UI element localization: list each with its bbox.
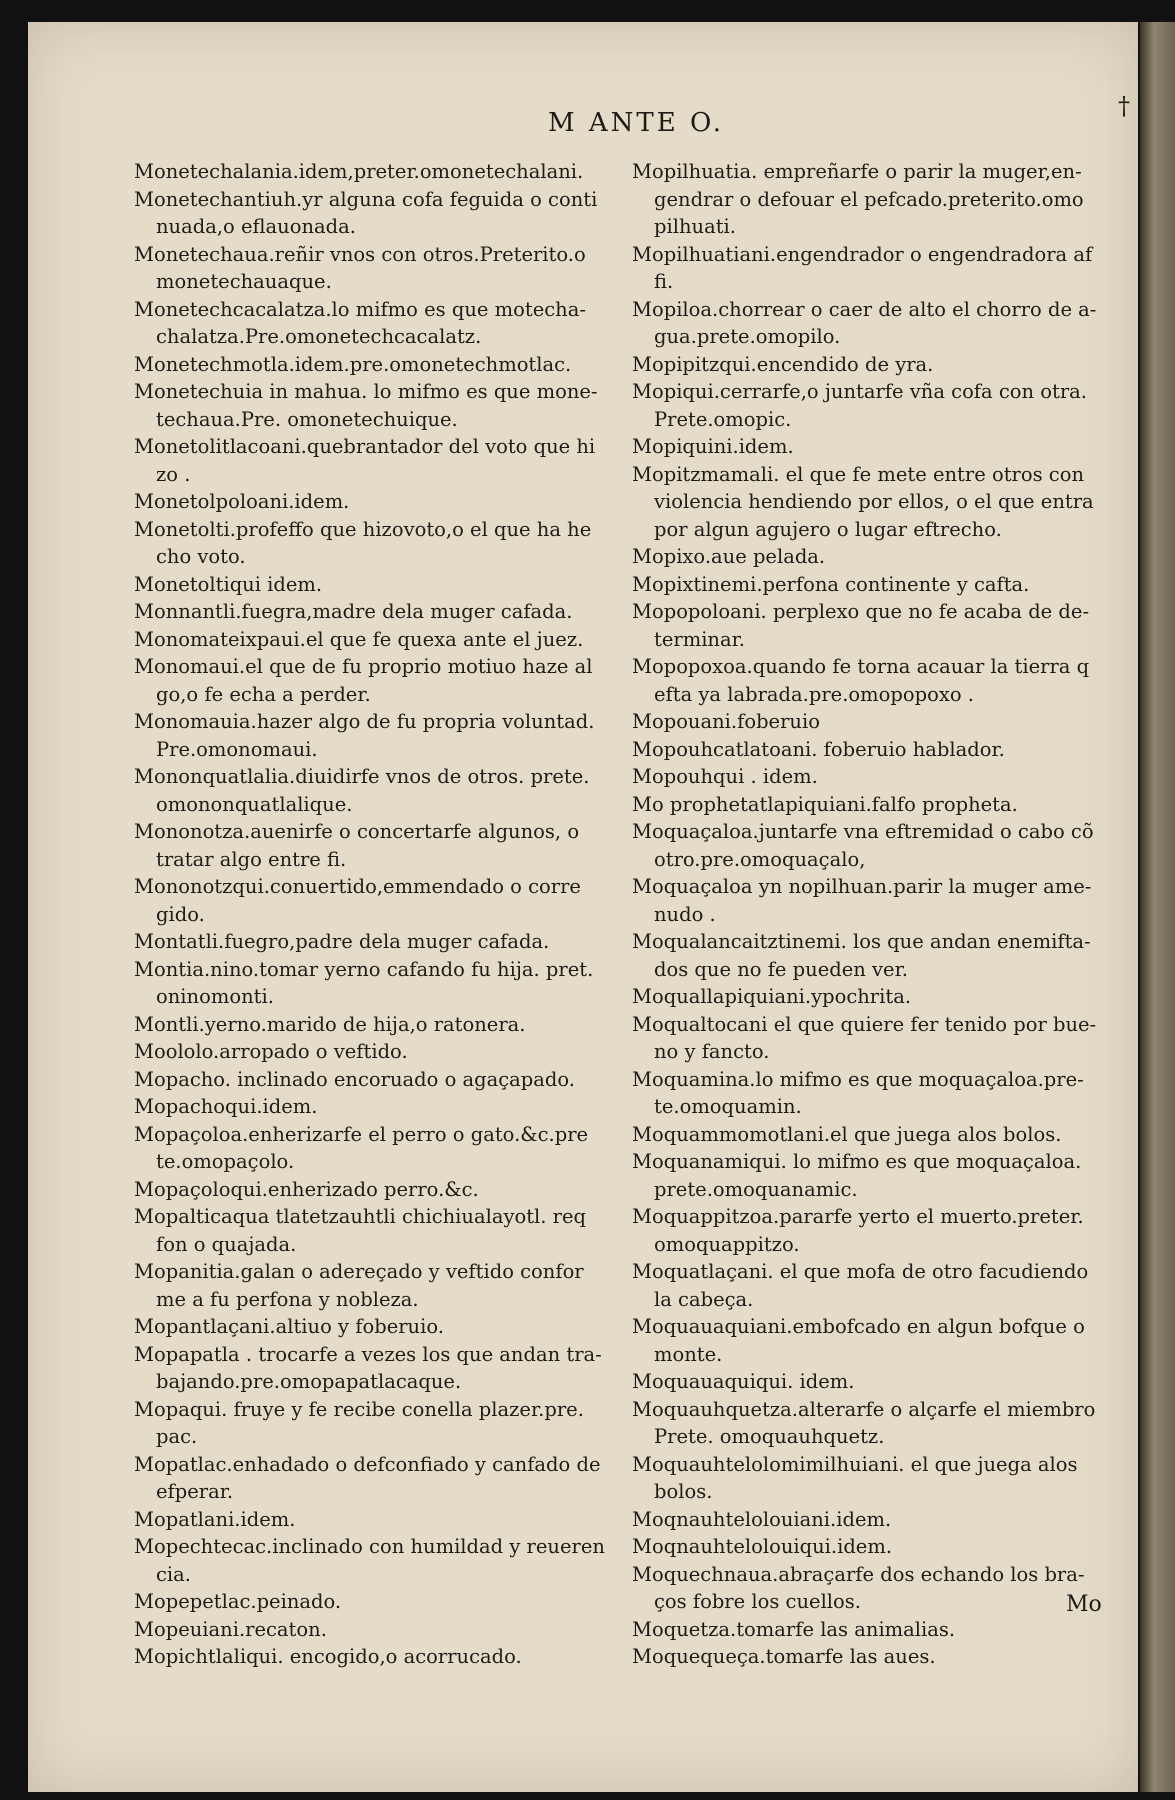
dictionary-entry: Monetolti.profeffo que hizovoto,o el que ha he cho voto. — [134, 517, 592, 568]
dictionary-entry: Moquallapiquiani.ypochrita. — [632, 985, 912, 1008]
dictionary-entry: Mopaqui. fruye y fe recibe conella plazer.pre. pac. — [134, 1397, 584, 1448]
dictionary-entry: Moquaçaloa yn nopilhuan.parir la muger ame- nudo . — [632, 875, 1092, 926]
dictionary-entry: Mopilhuatia. empreñarfe o parir la muger,en- gendrar o defouar el pefcado.preterito.omo pilhuati. — [632, 160, 1084, 238]
dictionary-entry: Moquammomotlani.el que juega alos bolos. — [632, 1122, 1062, 1146]
dictionary-entry: Mopixtinemi.perfona continente y cafta. — [632, 572, 1030, 596]
dictionary-entry: Monetechmotla.idem.pre.omonetechmotlac. — [134, 352, 572, 376]
dictionary-entry: Mononotza.auenirfe o concertarfe algunos, o tratar algo entre fi. — [134, 820, 580, 871]
dictionary-entry: Mopechtecac.inclinado con humildad y reueren cia. — [134, 1535, 605, 1586]
dictionary-entry: Mopeuiani.recaton. — [134, 1617, 327, 1641]
dictionary-entry: Moquequeça.tomarfe las aues. — [632, 1645, 936, 1668]
dictionary-entry: Moquatlaçani. el que mofa de otro facudiendo la cabeça. — [632, 1260, 1089, 1311]
dictionary-entry: Mopachoqui.idem. — [134, 1095, 318, 1118]
catchword: Mo — [1066, 1592, 1102, 1617]
dictionary-entry: Mopiqui.cerrarfe,o juntarfe vña cofa con otra. Prete.omopic. — [632, 380, 1087, 431]
dictionary-entry: Monetechaua.reñir vnos con otros.Preterito.o monetechauaque. — [134, 242, 586, 293]
dictionary-entry: Mopixo.aue pelada. — [632, 545, 826, 568]
dictionary-entry: Moquappitzoa.pararfe yerto el muerto.preter. omoquappitzo. — [632, 1205, 1084, 1256]
dictionary-entry: Monetoltiqui idem. — [134, 572, 323, 596]
dictionary-entry: Moquechnaua.abraçarfe dos echando los bra- ços fobre los cuellos. — [632, 1562, 1085, 1613]
dictionary-entry: Mopatlani.idem. — [134, 1507, 296, 1531]
dictionary-entry: Mopapatla . trocarfe a vezes los que andan tra- bajando.pre.omopapatlacaque. — [134, 1342, 602, 1393]
dictionary-entry: Mopitzmamali. el que fe mete entre otros con violencia hendiendo por ellos, o el que entra por algun agujero o lugar eftrecho. — [632, 462, 1094, 541]
running-head: M ANTE O. — [548, 108, 725, 138]
dictionary-entry: Moquanamiqui. lo mifmo es que moquaçaloa. prete.omoquanamic. — [632, 1150, 1082, 1201]
dictionary-entry: Moqualancaitztinemi. los que andan enemifta- dos que no fe pueden ver. — [632, 930, 1091, 981]
dictionary-entry: Moquetza.tomarfe las animalias. — [632, 1617, 956, 1641]
dictionary-entry: Moquauaquiani.embofcado en algun bofque o monte. — [632, 1315, 1085, 1366]
dictionary-entry: Mopichtlaliqui. encogido,o acorrucado. — [134, 1645, 522, 1668]
dictionary-entry: Montia.nino.tomar yerno cafando fu hija. pret. oninomonti. — [134, 957, 594, 1008]
facing-page-edge — [1140, 22, 1175, 1792]
dictionary-entry: Monomaui.el que de fu proprio motiuo haze al go,o fe echa a perder. — [134, 655, 593, 706]
dictionary-entry: Moquauhtelolomimilhuiani. el que juega alos bolos. — [632, 1452, 1078, 1503]
dictionary-entry: Mononquatlalia.diuidirfe vnos de otros. prete. omononquatlalique. — [134, 765, 590, 816]
dictionary-entry: Mopepetlac.peinado. — [134, 1590, 342, 1613]
dictionary-entry: Mopopoloani. perplexo que no fe acaba de de- terminar. — [632, 600, 1090, 651]
dictionary-entry: Mopaçoloa.enherizarfe el perro o gato.&c.pre te.omopaçolo. — [134, 1122, 589, 1173]
dictionary-entry: Moololo.arropado o veftido. — [134, 1040, 408, 1063]
dictionary-entry: Moquauaquiqui. idem. — [632, 1370, 855, 1393]
dictionary-entry: Mononotzqui.conuertido,emmendado o corre gido. — [134, 875, 581, 926]
dictionary-entry: Monetolitlacoani.quebrantador del voto que hi zo . — [134, 435, 596, 486]
dictionary-entry: Mopatlac.enhadado o defconfiado y canfado de efperar. — [134, 1452, 601, 1503]
dictionary-entry: Moqualtocani el que quiere fer tenido por bue- no y fancto. — [632, 1012, 1097, 1063]
dictionary-entry: Mopipitzqui.encendido de yra. — [632, 352, 934, 376]
dictionary-entry: Mo prophetatlapiquiani.falfo propheta. — [632, 792, 1018, 816]
folio-mark: † — [1118, 92, 1130, 120]
dictionary-entry: Monnantli.fuegra,madre dela muger cafada. — [134, 600, 573, 623]
dictionary-entry: Mopopoxoa.quando fe torna acauar la tierra q efta ya labrada.pre.omopopoxo . — [632, 655, 1090, 706]
dictionary-entry: Moquamina.lo mifmo es que moquaçaloa.pre- te.omoquamin. — [632, 1067, 1084, 1118]
dictionary-entry: Monetechuia in mahua. lo mifmo es que mone- techaua.Pre. omonetechuique. — [134, 380, 598, 431]
dictionary-entry: Mopiloa.chorrear o caer de alto el chorro de a- gua.prete.omopilo. — [632, 297, 1097, 348]
dictionary-entry: Moquaçaloa.juntarfe vna eftremidad o cabo cõ otro.pre.omoquaçalo, — [632, 820, 1094, 871]
dictionary-entry: Montatli.fuegro,padre dela muger cafada. — [134, 930, 550, 953]
dictionary-entry: Moqnauhtelolouiqui.idem. — [632, 1535, 893, 1558]
dictionary-entry: Monetechantiuh.yr alguna cofa feguida o conti nuada,o eflauonada. — [134, 187, 598, 238]
dictionary-entry: Monetechalania.idem,preter.omonetechalani. — [134, 160, 584, 183]
dictionary-entry: Monomateixpaui.el que fe quexa ante el juez. — [134, 627, 584, 651]
dictionary-entry: Mopouani.foberuio — [632, 710, 820, 733]
dictionary-entry: Mopalticaqua tlatetzauhtli chichiualayotl. req fon o quajada. — [134, 1205, 587, 1256]
dictionary-entry: Mopaçoloqui.enherizado perro.&c. — [134, 1177, 479, 1201]
dictionary-entry: Mopanitia.galan o adereçado y veftido confor me a fu perfona y nobleza. — [134, 1260, 584, 1311]
dictionary-entry: Moqnauhtelolouiani.idem. — [632, 1507, 892, 1531]
dictionary-entry: Moquauhquetza.alterarfe o alçarfe el miembro Prete. omoquauhquetz. — [632, 1397, 1096, 1448]
dictionary-entry: Mopacho. inclinado encoruado o agaçapado. — [134, 1067, 575, 1091]
dictionary-entry: Mopouhcatlatoani. foberuio hablador. — [632, 737, 1005, 761]
dictionary-entry: Mopantlaçani.altiuo y foberuio. — [134, 1315, 444, 1338]
dictionary-entry: Montli.yerno.marido de hija,o ratonera. — [134, 1012, 526, 1036]
dictionary-entry: Monomauia.hazer algo de fu propria voluntad. Pre.omonomaui. — [134, 710, 595, 761]
left-column — [134, 158, 614, 1671]
dictionary-entry: Mopilhuatiani.engendrador o engendradora af fi. — [632, 242, 1093, 293]
dictionary-entry: Mopouhqui . idem. — [632, 765, 818, 788]
right-column — [632, 158, 1104, 1671]
dictionary-entry: Monetolpoloani.idem. — [134, 490, 350, 513]
dictionary-entry: Mopiquini.idem. — [632, 435, 794, 458]
dictionary-entry: Monetechcacalatza.lo mifmo es que motecha- chalatza.Pre.omonetechcacalatz. — [134, 297, 586, 348]
